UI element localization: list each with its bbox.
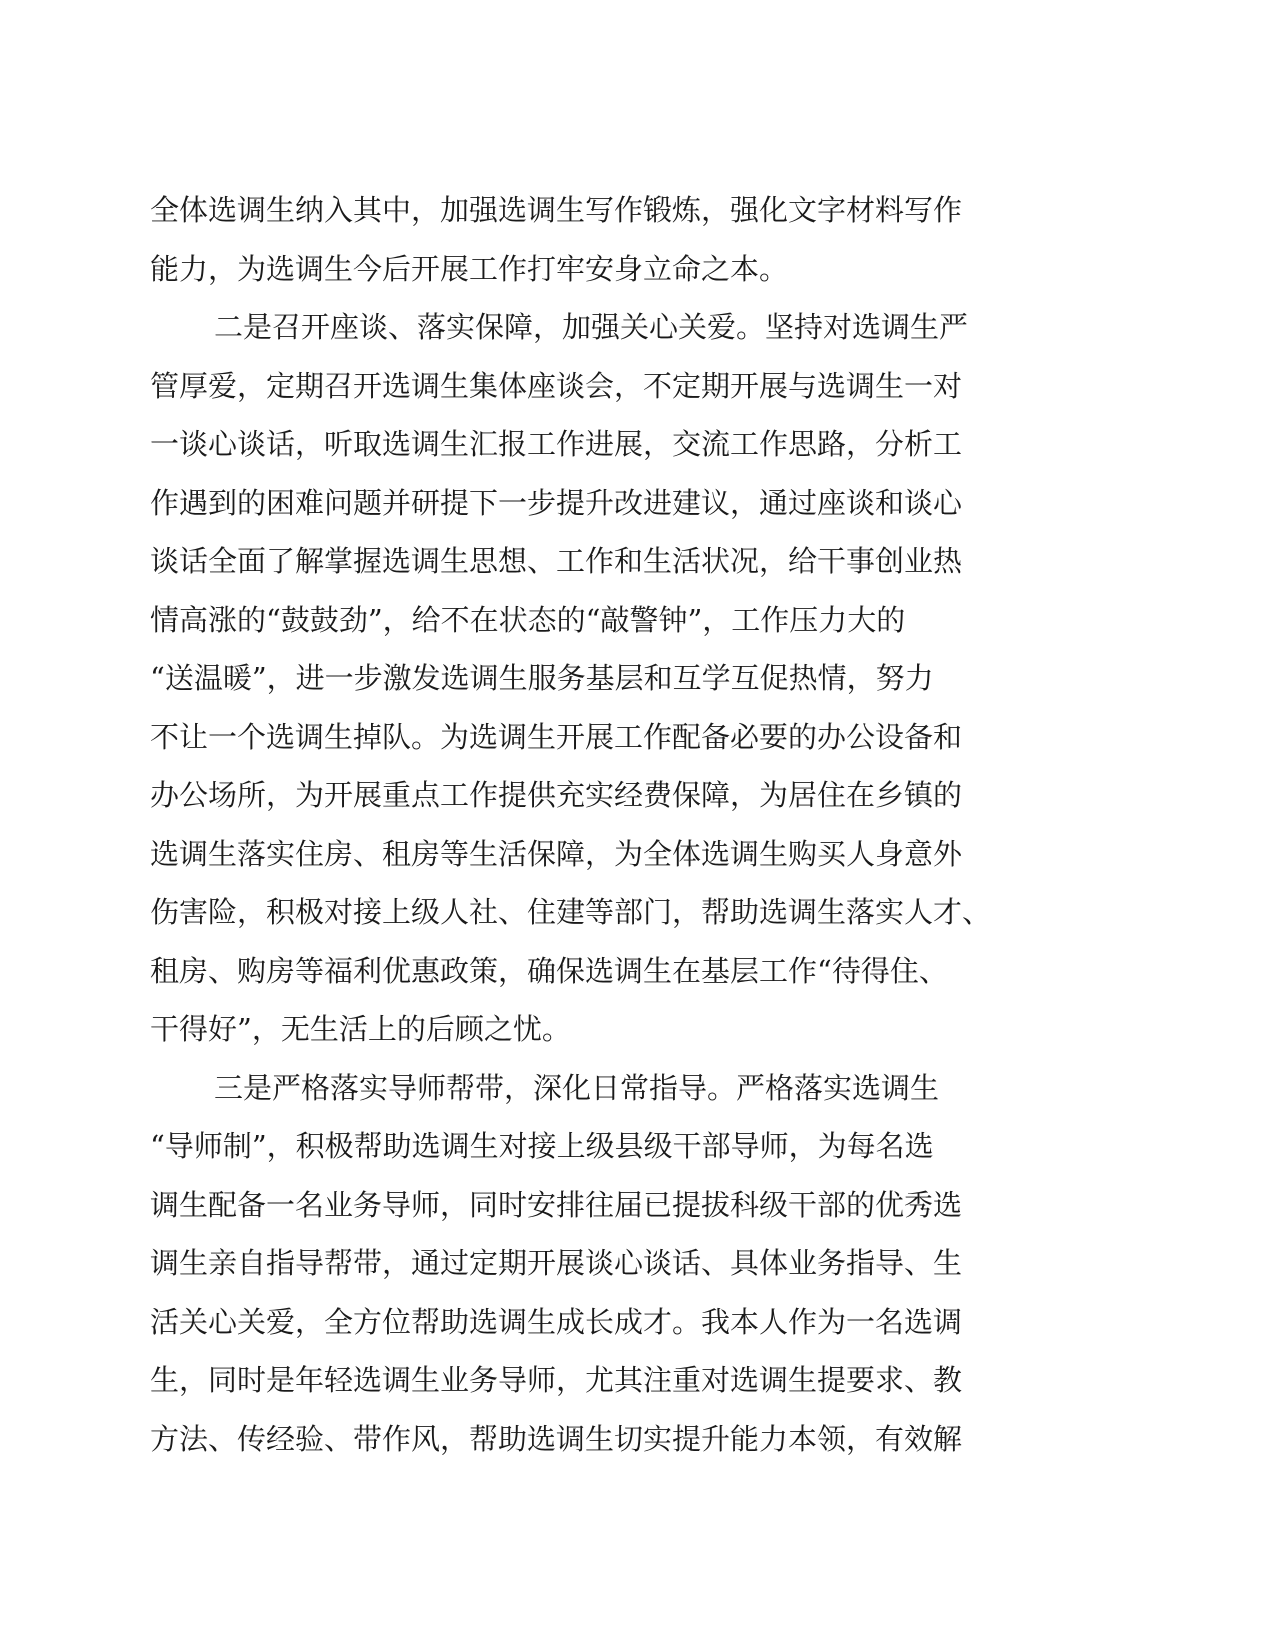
body-text (150, 181, 1090, 1468)
text-line: 选调生落实住房、租房等生活保障，为全体选调生购买人身意外 (150, 836, 963, 871)
text-line: “送温暖”，进一步激发选调生服务基层和互学互促热情，努力 (150, 661, 934, 695)
text-line: 活关心关爱，全方位帮助选调生成长成才。我本人作为一名选调 (150, 1304, 963, 1339)
text-line: 能力，为选调生今后开展工作打牢安身立命之本。 (150, 251, 789, 286)
text-line: 一谈心谈话，听取选调生汇报工作进展，交流工作思路，分析工 (150, 427, 963, 461)
text-line: 谈话全面了解掌握选调生思想、工作和生活状况，给干事创业热 (150, 544, 963, 578)
text-line: 情高涨的“鼓鼓劲”，给不在状态的“敲警钟”，工作压力大的 (150, 602, 906, 637)
text-line: 干得好”，无生活上的后顾之忧。 (150, 1012, 571, 1046)
text-line: 管厚爱，定期召开选调生集体座谈会，不定期开展与选调生一对 (150, 368, 963, 403)
text-line: 不让一个选调生掉队。为选调生开展工作配备必要的办公设备和 (150, 719, 963, 754)
text-line: 调生配备一名业务导师，同时安排往届已提拔科级干部的优秀选 (150, 1187, 963, 1222)
text-line: 作遇到的困难问题并研提下一步提升改进建议，通过座谈和谈心 (150, 485, 963, 520)
text-line: 办公场所，为开展重点工作提供充实经费保障，为居住在乡镇的 (150, 778, 963, 812)
text-line: 伤害险，积极对接上级人社、住建等部门，帮助选调生落实人才、 (150, 895, 992, 929)
text-line: 方法、传经验、带作风，帮助选调生切实提升能力本领，有效解 (150, 1421, 963, 1456)
text-line: 生，同时是年轻选调生业务导师，尤其注重对选调生提要求、教 (150, 1363, 963, 1397)
text-line: “导师制”，积极帮助选调生对接上级县级干部导师，为每名选 (150, 1129, 934, 1163)
text-line: 全体选调生纳入其中，加强选调生写作锻炼，强化文字材料写作 (150, 193, 963, 227)
paragraph-start-line: 二是召开座谈、落实保障，加强关心关爱。坚持对选调生严 (214, 310, 969, 344)
text-line: 调生亲自指导帮带，通过定期开展谈心谈话、具体业务指导、生 (150, 1246, 963, 1280)
text-line: 租房、购房等福利优惠政策，确保选调生在基层工作“待得住、 (150, 953, 948, 988)
paragraph-start-line: 三是严格落实导师帮带，深化日常指导。严格落实选调生 (214, 1070, 940, 1105)
